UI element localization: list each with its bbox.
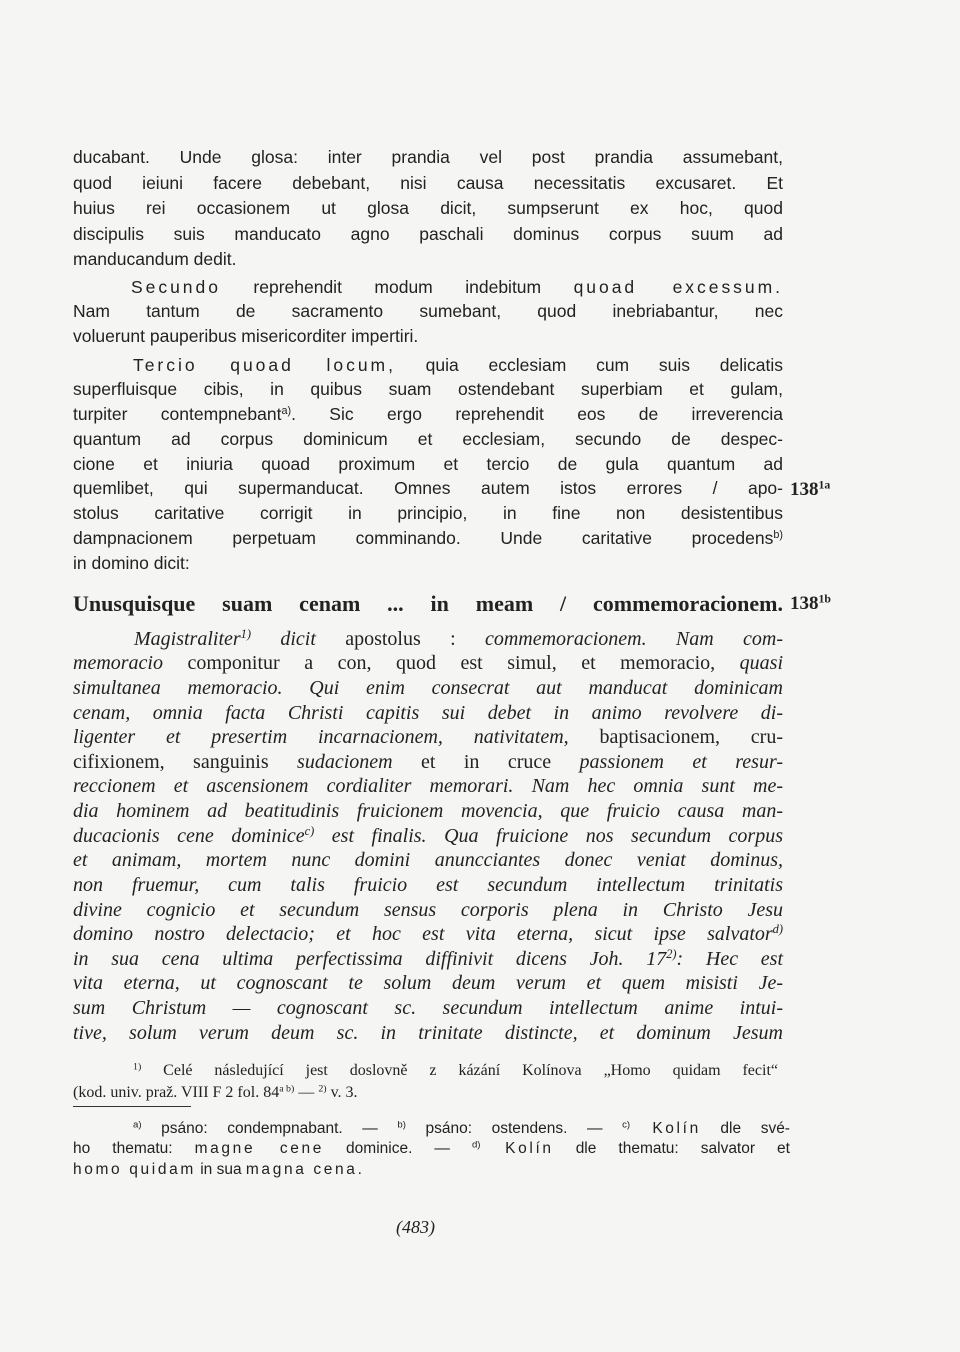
letterspaced-text: Tercio quoad locum, xyxy=(133,354,396,375)
text-line xyxy=(73,898,783,923)
text-run: reccionem et ascensionem cordialiter memorari. Nam hec omnia sunt me- xyxy=(73,775,783,798)
letterspaced-text: Secundo xyxy=(131,276,221,297)
text-line xyxy=(73,145,783,171)
text-run: manducandum dedit. xyxy=(73,249,237,270)
lettered-footnotes xyxy=(73,1119,790,1181)
text-line xyxy=(73,627,783,652)
note-marker: a b) xyxy=(279,1083,295,1095)
numbered-footnotes xyxy=(73,1060,778,1104)
text-line xyxy=(73,1160,790,1181)
text-line xyxy=(73,848,783,873)
text-line xyxy=(73,1060,778,1082)
text-line xyxy=(73,1119,790,1140)
roman-text: apostolus : xyxy=(345,627,485,650)
text-line xyxy=(73,222,783,248)
text-run: : Hec est xyxy=(676,947,784,970)
text-line xyxy=(73,725,783,750)
letterspaced-text: quoad excessum. xyxy=(573,276,783,297)
note-marker: d) xyxy=(772,922,783,937)
roman-text: cifixionem, sanguinis xyxy=(73,750,298,773)
text-line xyxy=(73,247,783,273)
text-run: dicit xyxy=(251,627,346,650)
text-run: Magistraliter xyxy=(134,627,241,650)
text-run: simultanea memoracio. Qui enim consecrat aut manducat dominicam xyxy=(73,676,783,699)
text-run: cione et iniuria quoad proximum et tercio de gula quantum ad xyxy=(73,453,783,474)
roman-text: et in cruce xyxy=(392,750,580,773)
text-line xyxy=(73,947,783,972)
text-line xyxy=(73,452,783,477)
note-marker: 1) xyxy=(240,626,251,641)
text-line xyxy=(73,299,783,324)
text-line xyxy=(73,551,783,576)
main-text-paragraph xyxy=(73,275,783,349)
text-line xyxy=(73,196,783,222)
text-run: domino nostro delectacio; et hoc est vita eterna, sicut ipse salvator xyxy=(73,923,773,946)
text-run: memoracio xyxy=(73,652,163,675)
note-marker: a) xyxy=(281,405,292,418)
text-run: superfluisque cibis, in quibus suam ostendebant superbiam et gulam, xyxy=(73,379,783,400)
roman-text: componitur a con, quod est simul, et memoracio, xyxy=(162,652,740,675)
text-line xyxy=(73,171,783,197)
note-marker: b) xyxy=(773,528,783,541)
note-marker: c) xyxy=(304,823,315,838)
text-run: vita eterna, ut cognoscant te solum deum verum et quem misisti Je- xyxy=(73,972,783,995)
text-run: quasi xyxy=(739,652,783,675)
text-line xyxy=(73,275,783,300)
text-line xyxy=(73,873,783,898)
margin-folio-number: 138 xyxy=(790,593,819,614)
note-marker: 2) xyxy=(318,1083,327,1095)
text-run: sudacionem xyxy=(297,750,393,773)
text-run: psáno: condempnabant. — xyxy=(141,1119,398,1137)
text-run: dle své- xyxy=(700,1119,790,1137)
text-run: et animam, mortem nunc domini anuncciantes donec veniat dominus, xyxy=(73,849,783,872)
text-line xyxy=(73,651,783,676)
margin-folio-column: 1a xyxy=(818,478,831,492)
text-run: quemlibet, qui supermanducat. Omnes autem istos errores / apo- xyxy=(73,478,783,499)
text-run: dle thematu: salvator et xyxy=(553,1140,790,1158)
text-run: Unusquisque suam cenam ... in meam / commemoracionem. xyxy=(73,591,783,616)
text-run: psáno: ostendens. — xyxy=(405,1119,623,1137)
text-run: — xyxy=(294,1084,319,1101)
letterspaced-text: Kolín xyxy=(480,1140,554,1158)
text-run: in sua xyxy=(195,1160,246,1178)
text-run: . xyxy=(357,1160,362,1178)
text-line xyxy=(73,799,783,824)
text-run: ligenter et presertim incarnacionem, nativitatem, xyxy=(73,726,600,749)
text-line xyxy=(73,824,783,849)
text-run: . Sic ergo reprehendit eos de irreverencia xyxy=(291,404,783,425)
margin-folio-number: 138 xyxy=(790,479,819,500)
lemma-heading xyxy=(73,589,783,619)
text-run: huius rei occasionem ut glosa dicit, sumpserunt ex hoc, quod xyxy=(73,198,783,219)
note-marker: d) xyxy=(471,1139,481,1151)
text-run: in sua cena ultima perfectissima diffinivit dicens Joh. 17 xyxy=(73,947,667,970)
text-run: ducacionis cene dominice xyxy=(73,824,305,847)
text-line xyxy=(73,1082,778,1104)
text-run: quia ecclesiam cum suis delicatis xyxy=(395,354,783,375)
text-run: Celé následující jest doslovně z kázání Kolínova „Homo quidam fecit“ xyxy=(141,1062,778,1079)
commentary-paragraph xyxy=(73,627,783,1046)
text-run: discipulis suis manducato agno paschali dominus corpus suum ad xyxy=(73,223,783,244)
text-run: Nam tantum de sacramento sumebant, quod inebriabantur, nec xyxy=(73,301,783,322)
text-line xyxy=(73,427,783,452)
text-line xyxy=(73,526,783,551)
text-line xyxy=(73,971,783,996)
note-marker: c) xyxy=(622,1119,631,1131)
text-run: tive, solum verum deum sc. in trinitate distincte, et dominum Jesum xyxy=(73,1021,783,1044)
text-run: voluerunt pauperibus misericorditer impertiri. xyxy=(73,325,419,346)
text-run: (kod. univ. praž. VIII F 2 fol. 84 xyxy=(73,1084,280,1101)
text-line xyxy=(73,1021,783,1046)
text-run: reprehendit modum indebitum xyxy=(220,276,574,297)
text-run: commemoracionem. Nam com- xyxy=(484,627,783,650)
roman-text: baptisacionem, cru- xyxy=(599,726,783,749)
text-line xyxy=(73,476,783,501)
text-run: stolus caritative corrigit in principio, in fine non desistentibus xyxy=(73,503,783,524)
text-run: divine cognicio et secundum sensus corporis plena in Christo Jesu xyxy=(73,898,783,921)
note-marker: 1) xyxy=(133,1061,142,1073)
main-text-paragraph xyxy=(73,353,783,576)
text-line xyxy=(73,701,783,726)
page-number: (483) xyxy=(396,1217,435,1237)
text-run: in domino dicit: xyxy=(73,552,190,573)
text-run: est finalis. Qua fruicione nos secundum corpus xyxy=(314,824,783,847)
note-marker: b) xyxy=(397,1119,406,1131)
text-run: v. 3. xyxy=(326,1084,358,1101)
text-line xyxy=(73,377,783,402)
margin-folio-column: 1b xyxy=(818,592,831,606)
text-line xyxy=(73,750,783,775)
text-line xyxy=(73,676,783,701)
text-line xyxy=(73,922,783,947)
letterspaced-text: Kolín xyxy=(630,1119,701,1137)
footnote-divider xyxy=(73,1106,191,1107)
text-run: ho thematu: xyxy=(73,1140,195,1158)
text-line xyxy=(73,324,783,349)
text-run: ducabant. Unde glosa: inter prandia vel post prandia assumebant, xyxy=(73,147,783,168)
text-line xyxy=(73,353,783,378)
main-text-paragraph xyxy=(73,145,783,273)
letterspaced-text: magna cena xyxy=(245,1160,358,1178)
text-run: sum Christum — cognoscant sc. secundum intellectum anime intui- xyxy=(73,997,783,1020)
text-line xyxy=(73,402,783,427)
note-marker: a) xyxy=(133,1119,142,1131)
text-run: quantum ad corpus dominicum et ecclesiam, secundo de despec- xyxy=(73,428,783,449)
margin-folio-reference xyxy=(790,591,831,617)
text-line xyxy=(73,501,783,526)
text-run: quod ieiuni facere debebant, nisi causa necessitatis excusaret. Et xyxy=(73,172,783,193)
text-line xyxy=(73,996,783,1021)
margin-folio-reference xyxy=(790,477,830,503)
text-run: non fruemur, cum talis fruicio est secundum intellectum trinitatis xyxy=(73,873,783,896)
text-run: dampnacionem perpetuam comminando. Unde caritative procedens xyxy=(73,527,774,548)
text-run: turpiter contempnebant xyxy=(73,404,282,425)
text-run: passionem et resur- xyxy=(579,750,784,773)
letterspaced-text: homo quidam xyxy=(73,1160,196,1178)
text-line xyxy=(73,774,783,799)
text-line xyxy=(73,1139,790,1160)
text-run: dominice. — xyxy=(324,1140,472,1158)
text-run: dia hominem ad beatitudinis fruicionem movencia, que fruicio causa man- xyxy=(73,800,783,823)
letterspaced-text: magne cene xyxy=(194,1140,325,1158)
text-line xyxy=(73,589,783,619)
note-marker: 2) xyxy=(666,947,677,961)
text-run: cenam, omnia facta Christi capitis sui debet in animo revolvere di- xyxy=(73,701,783,724)
